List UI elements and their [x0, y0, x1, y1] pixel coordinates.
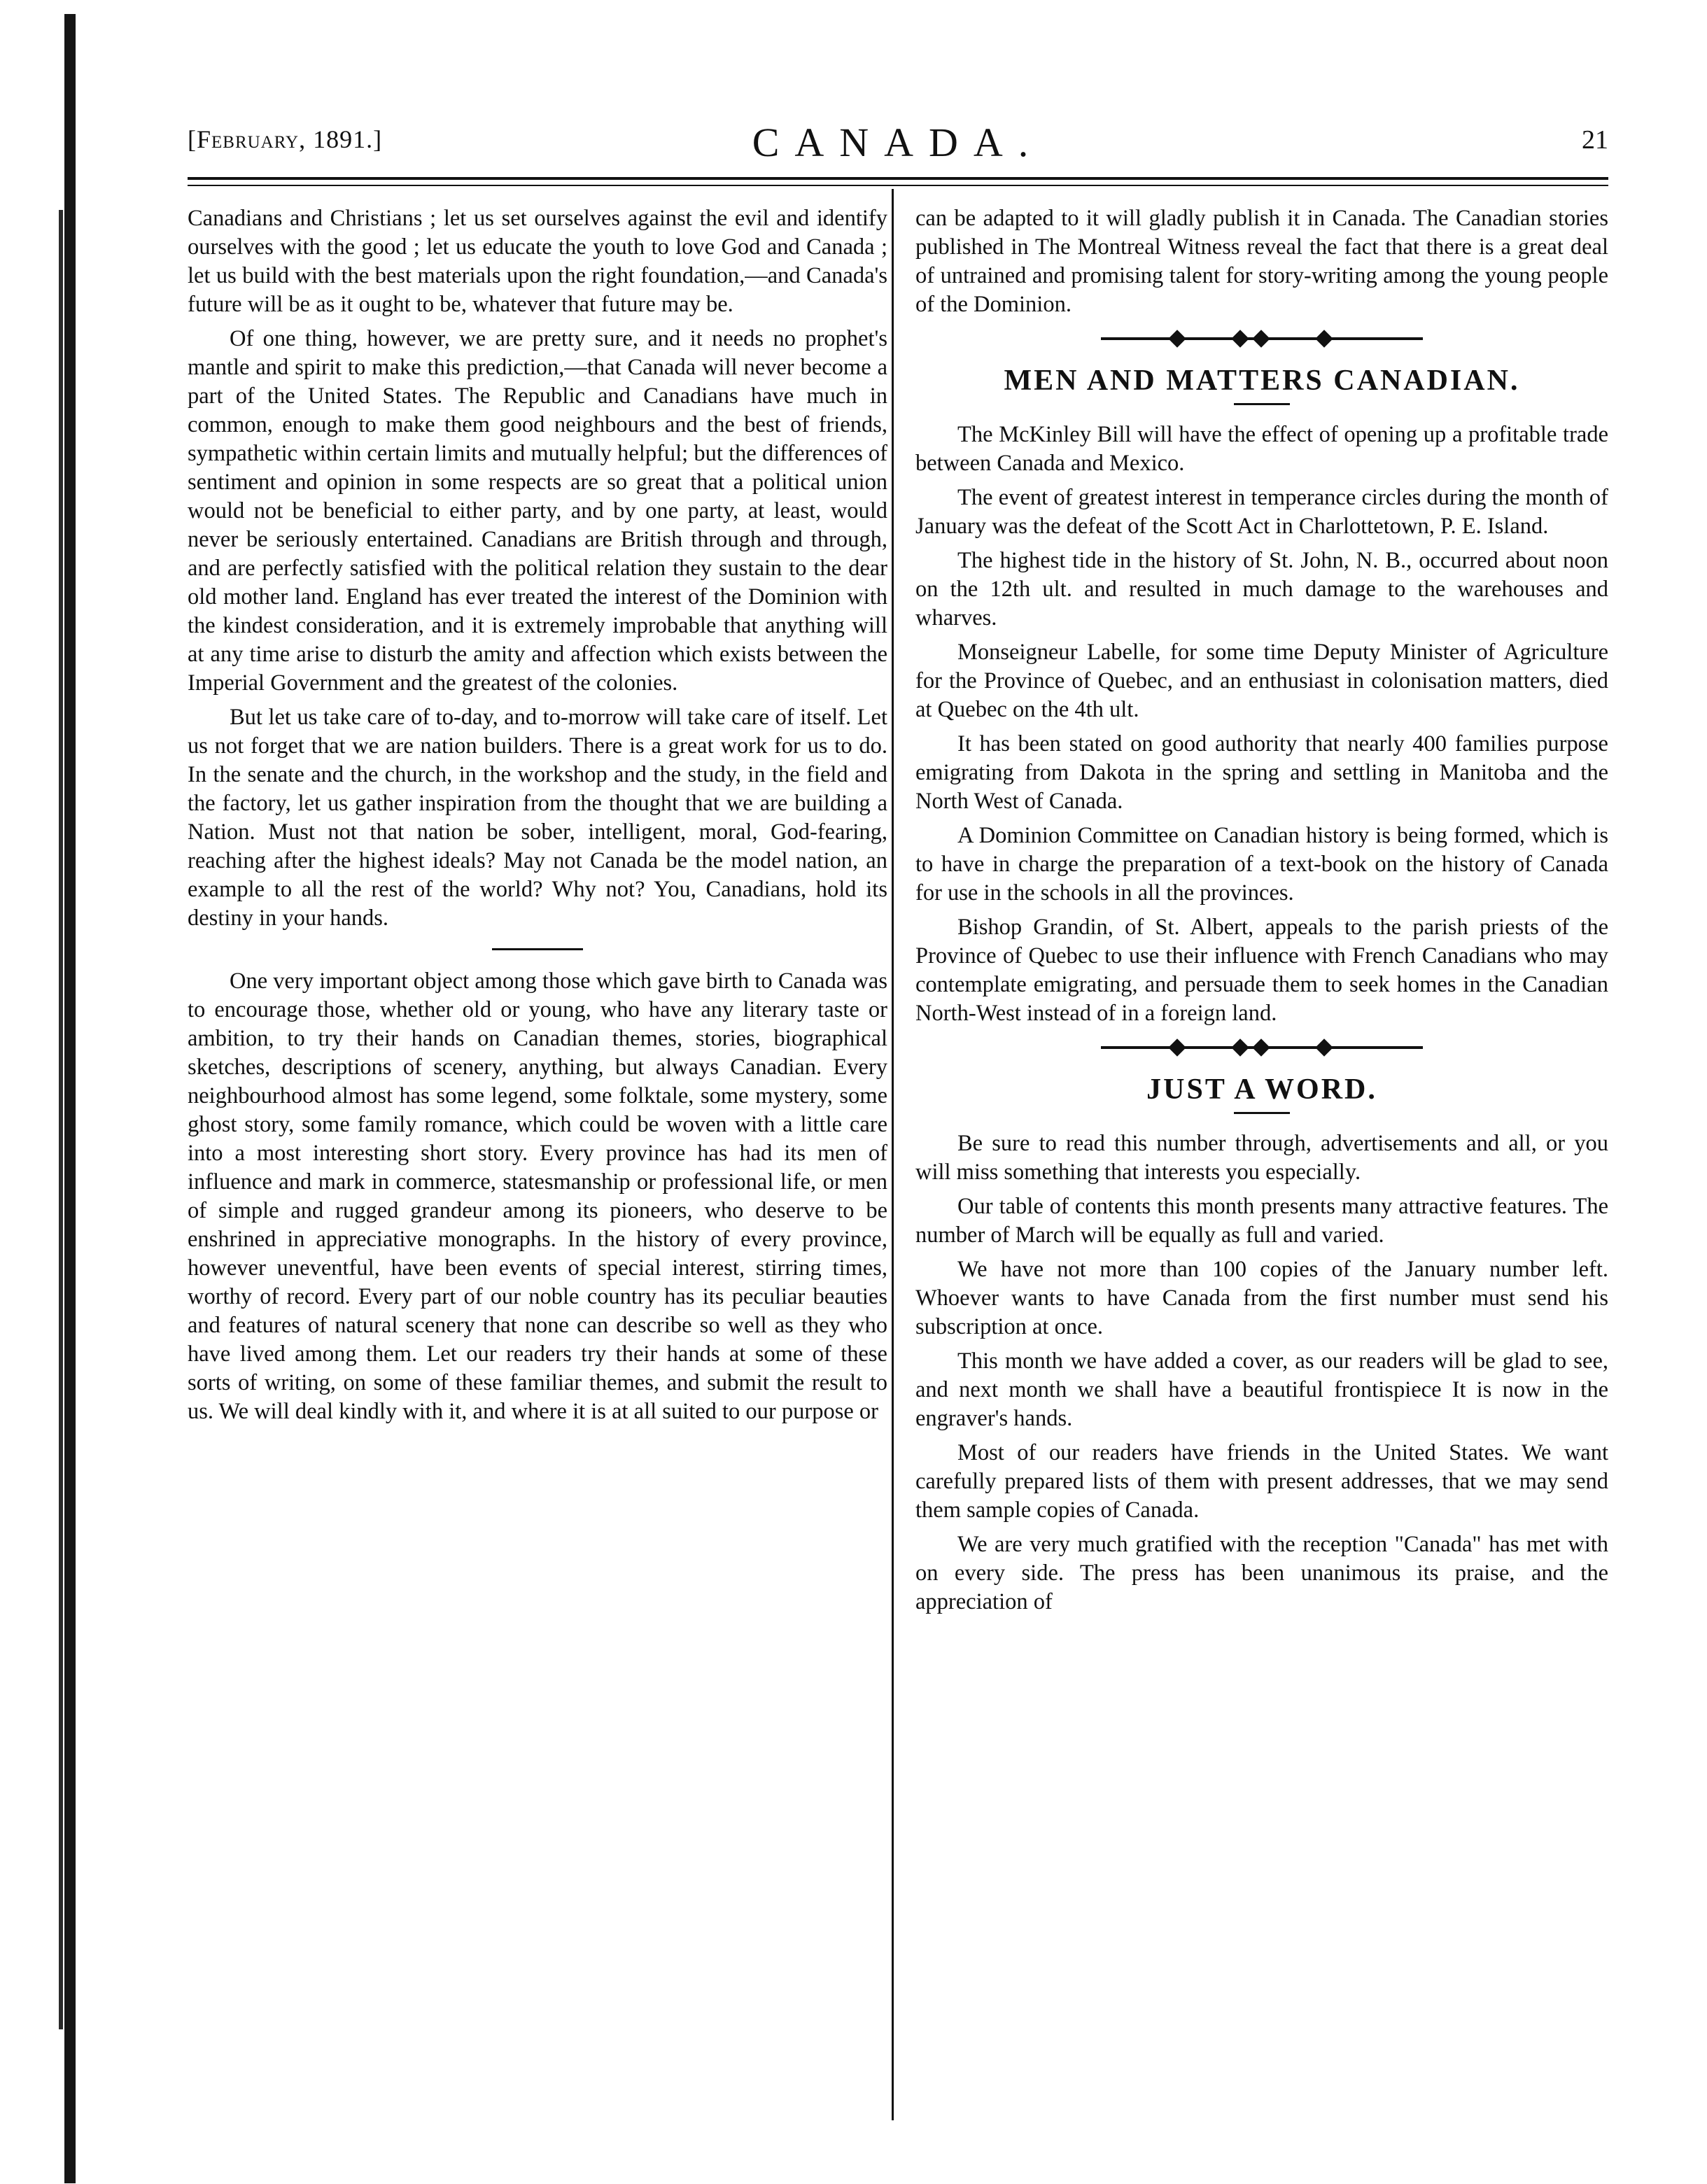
- article-paragraph: Of one thing, however, we are pretty sure, and it needs no prophet's mantle and spirit to make this prediction,—that Canada will never become a part of the United States. The Republic and Canadians have much in common, enough to make them good neighbours and the best of friends, sympathetic within certain limits and mutually helpful; but the differences of sentiment and opinion in some respects are so great that a political union would not be beneficial to either party, and by one party, at least, would never be seriously entertained. Canadians are British through and through, and are perfectly satisfied with the political relation they sustain to the dear old mother land. England has ever treated the interest of the Dominion with the kindest consideration, and it is extremely improbable that anything will at any time arise to disturb the amity and affection which exists between the Imperial Government and the greatest of the colonies.: [188, 326, 887, 696]
- notice-item: Be sure to read this number through, advertisements and all, or you will miss something that interests you especially.: [915, 1131, 1608, 1185]
- notice-item: Most of our readers have friends in the United States. We want carefully prepared lists of them with present addresses, that we may send them sample copies of Canada.: [915, 1440, 1608, 1523]
- left-column: [188, 204, 887, 1432]
- page-number: 21: [1582, 125, 1608, 155]
- news-item: The event of greatest interest in temperance circles during the month of January was the defeat of the Scott Act in Charlottetown, P. E. Island.: [915, 485, 1608, 539]
- notice-item: We have not more than 100 copies of the January number left. Whoever wants to have Canada from the first number must send his subscription at once.: [915, 1257, 1608, 1339]
- article-paragraph: Canadians and Christians ; let us set ourselves against the evil and identify ourselves with the good ; let us educate the youth to love God and Canada ; let us build with the best materials upon the right foundation,—and Canada's future will be as it ought to be, whatever that future may be.: [188, 206, 887, 317]
- notice-item: We are very much gratified with the reception "Canada" has met with on every side. The press has been unanimous its praise, and the appreciation of: [915, 1532, 1608, 1614]
- header-rule-thin: [188, 185, 1608, 186]
- binding-edge-shadow: [59, 210, 63, 2029]
- news-item: Monseigneur Labelle, for some time Deputy Minister of Agriculture for the Province of Quebec, and an enthusiast in colonisation matters, died at Quebec on the 4th ult.: [915, 640, 1608, 722]
- title-underline: [1234, 403, 1290, 405]
- section-title-men-and-matters: MEN AND MATTERS CANADIAN.: [1004, 365, 1520, 397]
- news-item: It has been stated on good authority that nearly 400 families purpose emigrating from Dakota in the spring and settling in Manitoba and the North West of Canada.: [915, 731, 1608, 814]
- right-column: [915, 204, 1608, 1622]
- news-item: A Dominion Committee on Canadian history is being formed, which is to have in charge the preparation of a text-book on the history of Canada for use in the schools in all the provinces.: [915, 823, 1608, 906]
- masthead-title: CANADA.: [752, 120, 1044, 165]
- section-separator-rule: [492, 948, 583, 950]
- header-rule-thick: [188, 177, 1608, 180]
- article-paragraph: But let us take care of to-day, and to-morrow will take care of itself. Let us not forget that we are nation builders. There is a great work for us to do. In the senate and the church, in the workshop and the study, in the field and the factory, let us gather inspiration from the thought that we are building a Nation. Must not that nation be sober, intelligent, moral, God-fearing, reaching after the highest ideals? May not Canada be the model nation, an example to all the rest of the world? Why not? You, Canadians, hold its destiny in your hands.: [188, 705, 887, 931]
- article-paragraph: can be adapted to it will gladly publish it in Canada. The Canadian stories published in The Montreal Witness reveal the fact that there is a great deal of untrained and promising talent for story-writing among the young people of the Dominion.: [915, 206, 1608, 317]
- binding-edge: [64, 14, 76, 2183]
- news-item: The McKinley Bill will have the effect of opening up a profitable trade between Canada and Mexico.: [915, 422, 1608, 476]
- ornamental-divider: [1101, 329, 1423, 348]
- notice-item: This month we have added a cover, as our readers will be glad to see, and next month we shall have a beautiful frontispiece It is now in the engraver's hands.: [915, 1348, 1608, 1431]
- article-paragraph: One very important object among those which gave birth to Canada was to encourage those, whether old or young, who have any literary taste or ambition, to try their hands on Canadian themes, stories, biographical sketches, descriptions of scenery, anything, but always Canadian. Every neighbourhood almost has some legend, some folktale, some mystery, some ghost story, some family romance, which could be woven with a little care into a most interesting short story. Every province has had its men of influence and mark in commerce, statesmanship or professional life, or men of simple and rugged grandeur among its pioneers, who deserve to be enshrined in appreciative monographs. In the history of every province, however uneventful, have been events of special interest, stirring times, worthy of record. Every part of our noble country has its peculiar beauties and features of natural scenery that none can describe so well as they who have lived among them. Let our readers try their hands at some of these sorts of writing, on some of these familiar themes, and submit the result to us. We will deal kindly with it, and where it is at all suited to our purpose or: [188, 968, 887, 1424]
- title-underline: [1234, 1112, 1290, 1114]
- page-header: [188, 119, 1608, 168]
- ornamental-divider: [1101, 1038, 1423, 1057]
- notice-item: Our table of contents this month presents many attractive features. The number of March will be equally as full and varied.: [915, 1194, 1608, 1248]
- news-item: The highest tide in the history of St. John, N. B., occurred about noon on the 12th ult. and resulted in much damage to the warehouses and wharves.: [915, 548, 1608, 630]
- issue-date: [February, 1891.]: [188, 125, 383, 153]
- news-item: Bishop Grandin, of St. Albert, appeals to the parish priests of the Province of Quebec to use their influence with French Canadians who may contemplate emigrating, and persuade them to seek homes in the Canadian North-West instead of in a foreign land.: [915, 915, 1608, 1026]
- section-title-just-a-word: JUST A WORD.: [1146, 1073, 1377, 1106]
- column-divider: [892, 189, 894, 2120]
